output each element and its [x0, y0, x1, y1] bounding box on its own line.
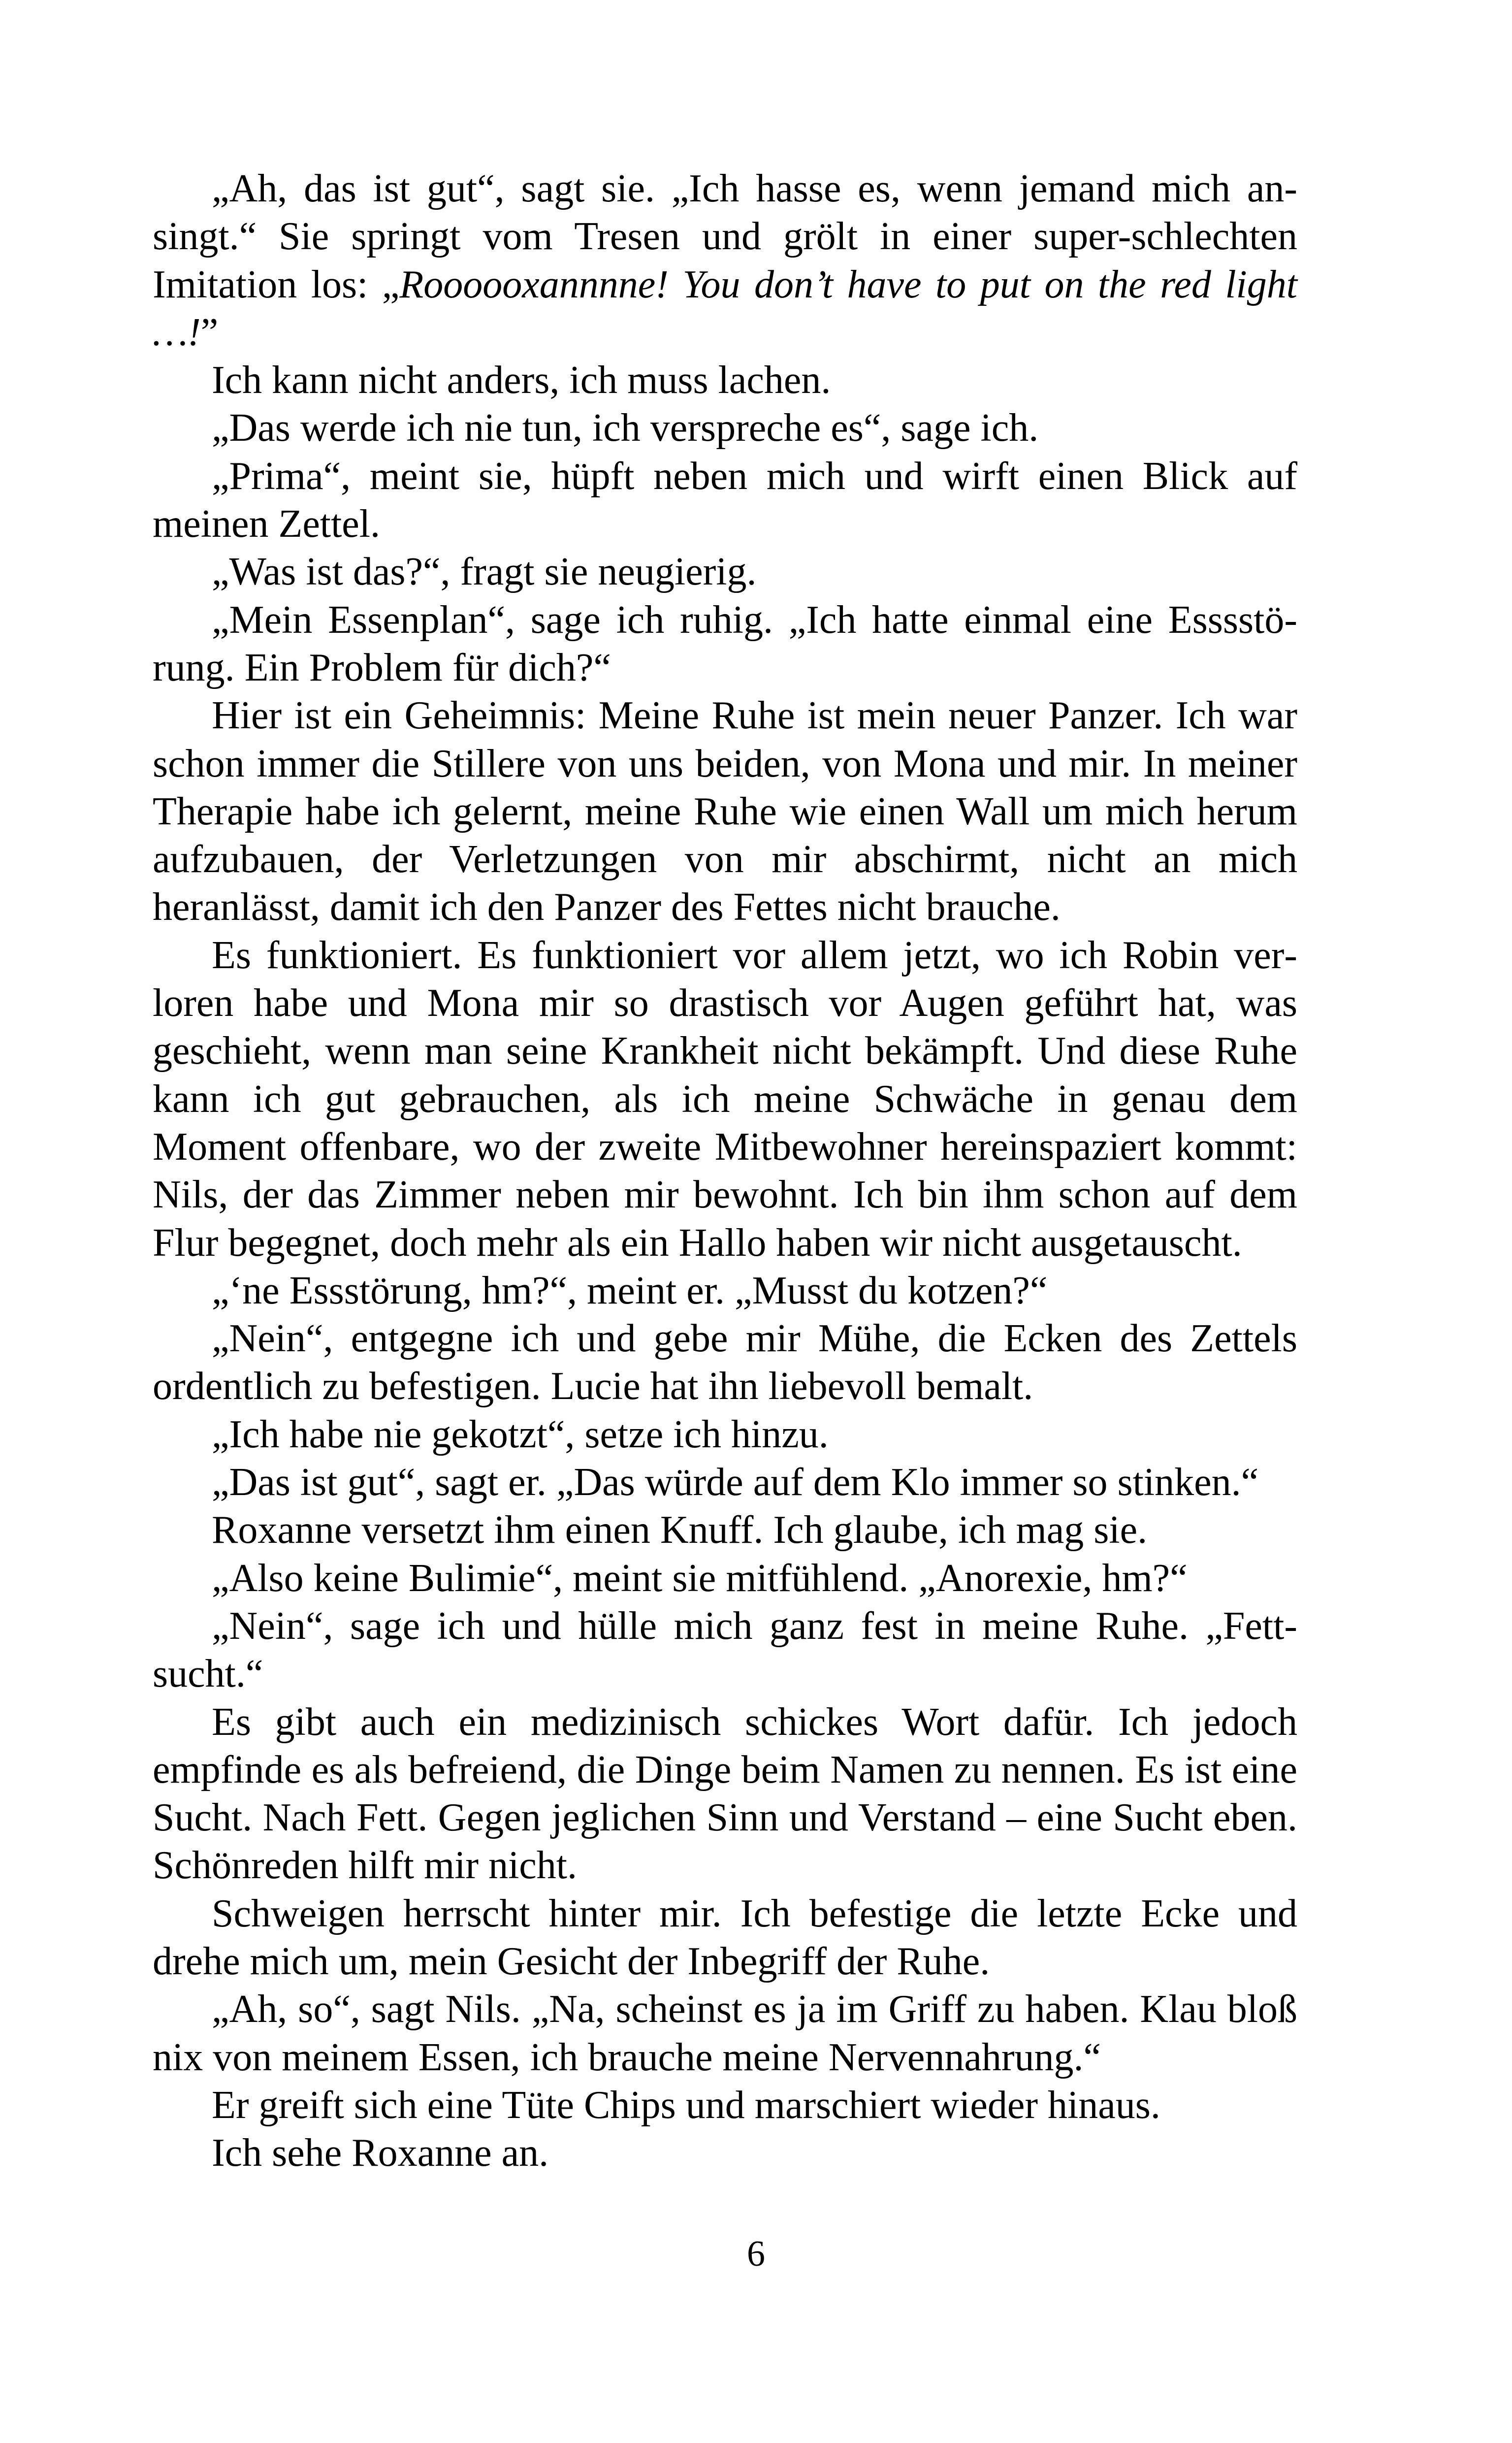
text-segment: Es gibt auch ein medizinisch schickes Wort dafür. Ich jedoch empfinde es als befreiend, die Dinge beim Namen zu nennen. Es ist eine Sucht. Nach Fett. Gegen jeglichen Sinn und Verstand – eine Sucht eben. Schönreden hilft mir nicht. [153, 1700, 1297, 1888]
paragraph [153, 1411, 1297, 1459]
text-segment: „Ah, so“, sagt Nils. „Na, scheinst es ja im Griff zu haben. Klau bloß nix von meinem Essen, ich brauche meine Nervennahrung.“ [153, 1987, 1297, 2079]
paragraph [153, 1506, 1297, 1554]
paragraph [153, 404, 1297, 452]
paragraph [153, 1986, 1297, 2082]
paragraph [153, 165, 1297, 357]
paragraph [153, 453, 1297, 549]
text-segment: „Mein Essenplan“, sage ich ruhig. „Ich hatte einmal eine Esssstörung. Ein Problem für dich?“ [153, 598, 1297, 689]
text-segment: „Ich habe nie gekotzt“, setze ich hinzu. [212, 1412, 829, 1456]
paragraph [153, 1459, 1297, 1506]
text-segment: Hier ist ein Geheimnis: Meine Ruhe ist mein neuer Panzer. Ich war schon immer die Stillere von uns beiden, von Mona und mir. In meiner Therapie habe ich gelernt, meine Ruhe wie einen Wall um mich herum aufzubauen, der Verletzungen von mir abschirmt, nicht an mich heranlässt, damit ich den Panzer des Fettes nicht brauche. [153, 694, 1297, 929]
paragraph [153, 1698, 1297, 1890]
text-segment: „‘ne Essstörung, hm?“, meint er. „Musst du kotzen?“ [212, 1269, 1048, 1312]
text-segment: „Ah, das ist gut“, sagt sie. „Ich hasse es, wenn jemand mich ansingt.“ Sie springt vom Tresen und grölt in einer super-schlechten Imitation los: „ [153, 167, 1297, 306]
paragraph [153, 1315, 1297, 1411]
paragraph [153, 1602, 1297, 1698]
paragraph [153, 596, 1297, 692]
italic-text: Roooooxannnne! You don’t have to put on the red light …! [153, 262, 1297, 354]
text-segment: „Das werde ich nie tun, ich verspreche es“, sage ich. [212, 406, 1039, 450]
text-segment: „Was ist das?“, fragt sie neugierig. [212, 550, 757, 594]
paragraph [153, 357, 1297, 404]
text-segment: „Also keine Bulimie“, meint sie mitfühlend. „Anorexie, hm?“ [212, 1556, 1188, 1600]
text-segment: „Nein“, entgegne ich und gebe mir Mühe, die Ecken des Zettels ordentlich zu befestigen. Lucie hat ihn liebevoll bemalt. [153, 1317, 1297, 1408]
paragraph [153, 692, 1297, 931]
text-segment: „Das ist gut“, sagt er. „Das würde auf dem Klo immer so stinken.“ [212, 1461, 1259, 1504]
page-number: 6 [747, 2234, 765, 2274]
paragraph [153, 932, 1297, 1267]
text-segment: ” [200, 310, 219, 354]
paragraph [153, 1267, 1297, 1315]
paragraph [153, 1555, 1297, 1602]
text-segment: „Nein“, sage ich und hülle mich ganz fest in meine Ruhe. „Fettsucht.“ [153, 1604, 1297, 1696]
body-text [153, 165, 1297, 2177]
text-segment: Ich kann nicht anders, ich muss lachen. [212, 358, 831, 402]
paragraph [153, 548, 1297, 596]
text-segment: „Prima“, meint sie, hüpft neben mich und wirft einen Blick auf meinen Zettel. [153, 454, 1297, 546]
text-segment: Er greift sich eine Tüte Chips und marschiert wieder hinaus. [212, 2083, 1160, 2127]
paragraph [153, 2129, 1297, 2177]
text-segment: Ich sehe Roxanne an. [212, 2131, 549, 2175]
text-segment: Schweigen herrscht hinter mir. Ich befestige die letzte Ecke und drehe mich um, mein Gesicht der Inbegriff der Ruhe. [153, 1891, 1297, 1983]
text-segment: Es funktioniert. Es funktioniert vor allem jetzt, wo ich Robin verloren habe und Mona mir so drastisch vor Augen geführt hat, was geschieht, wenn man seine Krankheit nicht bekämpft. Und diese Ruhe kann ich gut gebrauchen, als ich meine Schwäche in genau dem Moment offenbare, wo der zweite Mitbewohner hereinspaziert kommt: Nils, der das Zimmer neben mir bewohnt. Ich bin ihm schon auf dem Flur begegnet, doch mehr als ein Hallo haben wir nicht ausgetauscht. [153, 933, 1297, 1265]
text-segment: Roxanne versetzt ihm einen Knuff. Ich glaube, ich mag sie. [212, 1508, 1148, 1552]
paragraph [153, 2082, 1297, 2129]
paragraph [153, 1890, 1297, 1986]
